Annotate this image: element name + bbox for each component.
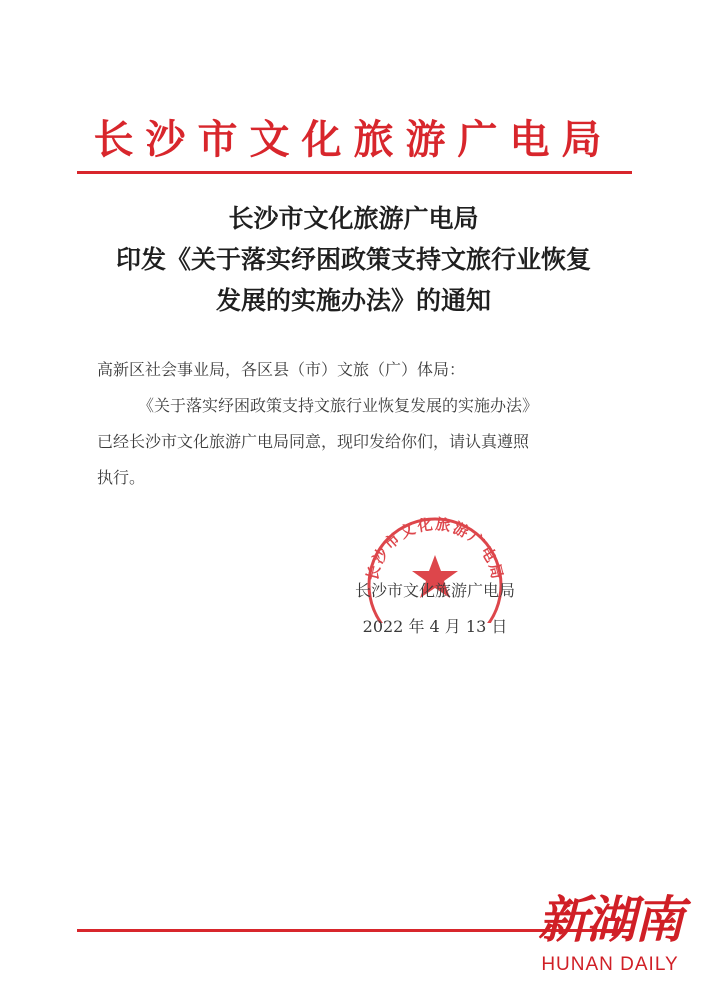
body-line-2: 已经长沙市文化旅游广电局同意，现印发给你们，请认真遵照 — [97, 432, 530, 451]
body-paragraph — [97, 388, 617, 496]
document-title-line-3: 发展的实施办法》的通知 — [215, 286, 491, 315]
issue-date: 2022 年 4 月 13 日 — [362, 617, 508, 636]
watermark-logo-text: 新湖南 — [538, 890, 682, 949]
official-seal — [360, 513, 510, 623]
seal-text: 长沙市文化旅游广电局 — [363, 514, 507, 583]
letterhead-title: 长沙市文化旅游广电局 — [93, 116, 614, 163]
letterhead-divider — [77, 171, 632, 174]
body-line-3: 执行。 — [97, 468, 146, 487]
issuer-signature: 长沙市文化旅游广电局 — [354, 581, 515, 600]
salutation-text: 高新区社会事业局，各区县（市）文旅（广）体局： — [97, 360, 466, 379]
document-title — [0, 198, 707, 321]
salutation — [97, 352, 617, 388]
document-title-line-1: 长沙市文化旅游广电局 — [228, 204, 479, 233]
hunan-daily-watermark — [530, 890, 690, 995]
document-title-line-2: 印发《关于落实纾困政策支持文旅行业恢复 — [115, 245, 591, 274]
body-line-1: 《关于落实纾困政策支持文旅行业恢复发展的实施办法》 — [138, 396, 539, 415]
watermark-sub-text: HUNAN DAILY — [541, 954, 679, 975]
